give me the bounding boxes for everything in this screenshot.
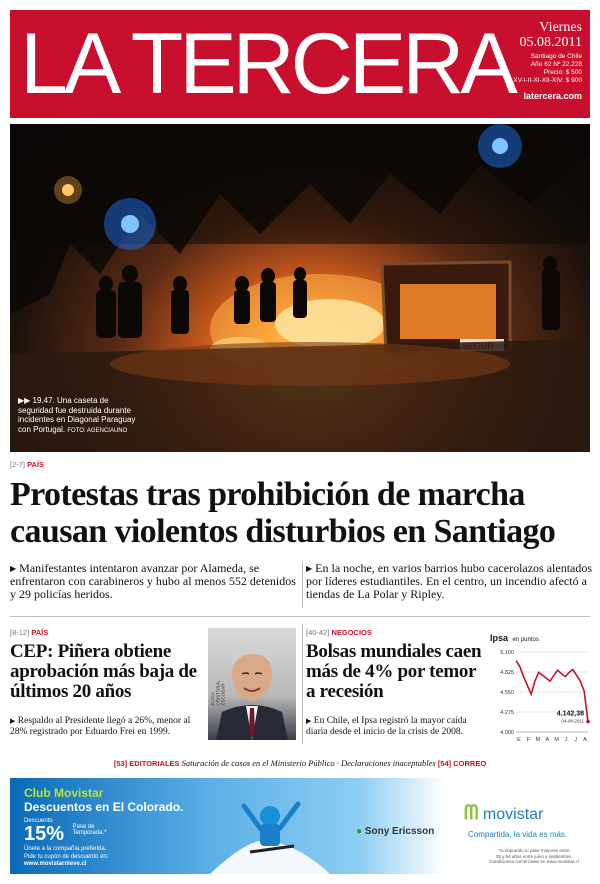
- masthead-info: [472, 20, 582, 101]
- ad-sponsor: [356, 826, 434, 837]
- ad-fine-print: [484, 848, 584, 865]
- bolsas-headline[interactable]: Bolsas mundiales caen más de 4% por temor a recesión: [306, 641, 482, 702]
- last-value-label: 4.142,38: [556, 710, 584, 718]
- lead-bullet-1-text: Manifestantes intentaron avanzar por Alameda, se enfrentaron con carabineros y hubo al menos 552 detenidos y 29 policías heridos.: [10, 561, 296, 601]
- skier-illustration: [210, 786, 330, 874]
- column-divider: [302, 562, 303, 608]
- website-link[interactable]: latercera.com: [523, 91, 582, 101]
- movistar-m-icon: ᗰ: [464, 802, 479, 824]
- x-tick-label: M: [535, 737, 541, 743]
- issue-price-regions: XV-I-II-XI-XII-XIV: $ 900: [513, 77, 582, 84]
- cep-bullet-text: Respaldo al Presidente llegó a 26%, menor al 28% registrado por Eduardo Frei en 1999.: [10, 716, 191, 737]
- bolsas-bullet-text: En Chile, el Ipsa registró la mayor caída diaria desde el inicio de la crisis de 2008.: [306, 716, 467, 737]
- photo-caption: [18, 396, 140, 436]
- ipsa-chart: [490, 628, 592, 743]
- editorial-ribbon: [10, 756, 590, 770]
- president-portrait: [208, 628, 296, 740]
- x-tick-label: M: [554, 737, 560, 743]
- x-tick-label: A: [583, 737, 587, 743]
- bolsas-bullet: [306, 716, 488, 738]
- bolsas-section-tag[interactable]: [306, 628, 372, 637]
- y-tick-label: 4.825: [500, 670, 514, 676]
- bolsas-section-name: NEGOCIOS: [331, 628, 372, 637]
- ad-join-1: Únete a la compañía preferida.: [24, 846, 107, 852]
- cep-bullet: [10, 716, 206, 738]
- ad-discount-label: Descuento: [24, 818, 53, 824]
- cep-headline[interactable]: CEP: Piñera obtiene aprobación más baja de últimos 20 años: [10, 641, 197, 702]
- issue-price: Precio: $ 500: [543, 69, 582, 76]
- ad-discount-block: [24, 818, 112, 845]
- hero-photo: [10, 124, 590, 452]
- column-divider: [302, 624, 303, 744]
- cep-section-name: PAÍS: [31, 628, 49, 637]
- ad-pass: Pase de Temporada.*: [72, 824, 107, 836]
- y-tick-label: 5.100: [500, 650, 514, 656]
- caption-text: ▶▶ 19.47. Una caseta de seguridad fue destruida durante incidentes en Diagonal Paraguay con Portugal.: [18, 396, 136, 434]
- lead-headline-line-1: Protestas tras prohibición de marcha: [10, 476, 525, 513]
- ad-fine-3: Condiciones comerciales en www.movistar.cl: [489, 859, 579, 864]
- x-tick-label: F: [526, 737, 531, 743]
- movistar-logo: [464, 802, 543, 825]
- cep-section-pages: [8-12]: [10, 628, 30, 637]
- chart-title: Ipsa: [490, 633, 509, 643]
- photo-credit: FOTO: AGENCIAUNO: [67, 427, 128, 434]
- editorials-text: Saturación de casos en el Ministerio Público · Declaraciones inaceptables: [181, 758, 436, 768]
- chart-plot: [490, 646, 592, 746]
- lead-section-pages: [2-7]: [10, 460, 26, 469]
- ad-offer: Descuentos en El Colorado.: [24, 800, 184, 814]
- movistar-logo-text: movistar: [482, 806, 544, 823]
- correo-tag[interactable]: [54] CORREO: [437, 759, 487, 768]
- ad-tagline: Compartida, la vida es más.: [468, 830, 568, 839]
- lead-headline-line-2: causan violentos disturbios en Santiago: [10, 513, 556, 550]
- masthead: [10, 10, 590, 118]
- x-tick-label: A: [545, 737, 550, 743]
- section-divider: [10, 616, 590, 617]
- y-tick-label: 4.275: [500, 710, 514, 716]
- ad-join-block: [24, 846, 108, 869]
- ad-sponsor-name: Sony Ericsson: [364, 826, 435, 837]
- lead-bullet-1: [10, 562, 298, 601]
- movistar-ad[interactable]: [10, 778, 590, 874]
- issue-edition: Año 62 Nº 22.228: [530, 61, 582, 68]
- last-date-label: 04-08-2011: [561, 718, 584, 724]
- lead-section-tag[interactable]: [10, 460, 44, 469]
- newspaper-logo: LA TERCERA: [20, 16, 514, 112]
- bullet-arrow-icon: ▶: [306, 717, 312, 725]
- issue-date: 05.08.2011: [519, 35, 582, 50]
- ad-fine-1: *Comprando tu pase mayores entre: [498, 848, 570, 853]
- bolsas-section-pages: [40-42]: [306, 628, 330, 637]
- bullet-arrow-icon: ▶: [10, 717, 16, 725]
- ad-discount: 15%: [24, 823, 65, 845]
- lead-bullet-2: [306, 562, 594, 601]
- issue-city: Santiago de Chile: [530, 53, 582, 60]
- lead-bullet-2-text: En la noche, en varios barrios hubo cacerolazos alentados por líderes estudiantiles. En el centro, un incendio afectó a tiendas de La Polar y Ripley.: [306, 561, 593, 601]
- bullet-arrow-icon: ▶: [306, 564, 313, 573]
- x-tick-label: J: [564, 737, 568, 743]
- x-tick-label: J: [574, 737, 577, 743]
- ad-fine-2: 25 y 64 años entre junio y septiembre.: [495, 853, 573, 859]
- ad-join-url[interactable]: www.movistarnieve.cl: [24, 861, 87, 867]
- x-tick-label: E: [517, 737, 521, 743]
- sponsor-icon: ●: [356, 826, 363, 837]
- y-tick-label: 4.000: [500, 730, 514, 736]
- portrait-credit: FOTO: CRISTOBAL ESCOBAR: [210, 680, 226, 706]
- editorials-tag[interactable]: [53] EDITORIALES: [113, 759, 180, 768]
- chart-subtitle: en puntos: [512, 637, 539, 643]
- cep-section-tag[interactable]: [10, 628, 48, 637]
- lead-headline[interactable]: [10, 476, 594, 550]
- last-point: [586, 720, 590, 724]
- issue-day: Viernes: [539, 20, 582, 35]
- bullet-arrow-icon: ▶: [10, 564, 17, 573]
- ad-join-2: Pide tu cupón de descuento en:: [24, 853, 109, 860]
- ad-brand: Club Movistar: [24, 786, 104, 800]
- lead-section-name: PAÍS: [27, 460, 45, 469]
- y-tick-label: 4.550: [500, 690, 514, 696]
